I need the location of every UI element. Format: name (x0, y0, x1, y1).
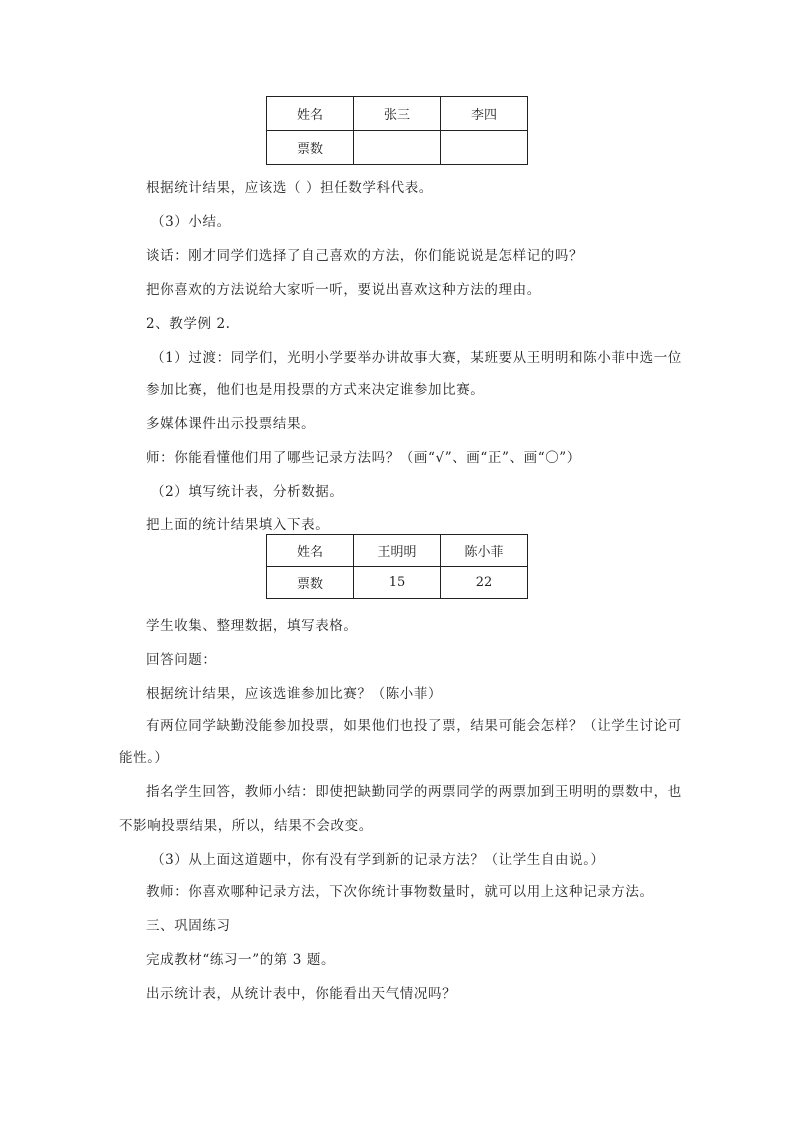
table-cell: 姓名 (267, 97, 354, 131)
table-cell (354, 131, 441, 165)
table-cell: 张三 (354, 97, 441, 131)
paragraph: 有两位同学缺勤没能参加投票，如果他们也投了票，结果可能会怎样？（让学生讨论可 (146, 718, 682, 734)
table-row (267, 97, 528, 131)
paragraph: （2）填写统计表，分析数据。 (151, 484, 344, 500)
paragraph: 根据统计结果，应该选谁参加比赛？（陈小菲） (146, 686, 443, 702)
paragraph: 把你喜欢的方法说给大家听一听，要说出喜欢这种方法的理由。 (146, 282, 541, 298)
table-row (267, 131, 528, 165)
table-cell: 15 (354, 567, 441, 599)
table-cell: 姓名 (267, 535, 354, 567)
table-cell (441, 131, 528, 165)
paragraph: 不影响投票结果，所以，结果不会改变。 (119, 818, 373, 834)
vote-table-2 (266, 534, 528, 599)
paragraph: 把上面的统计结果填入下表。 (146, 517, 330, 533)
table-row (267, 567, 528, 599)
paragraph: 学生收集、整理数据，填写表格。 (146, 618, 358, 634)
vote-table-1 (266, 96, 528, 165)
paragraph: 三、巩固练习 (146, 918, 231, 934)
table-cell: 李四 (441, 97, 528, 131)
paragraph: 多媒体课件出示投票结果。 (146, 416, 316, 432)
paragraph: 能性。） (119, 750, 169, 766)
paragraph: （3）小结。 (151, 214, 231, 230)
table-row (267, 535, 528, 567)
paragraph: 完成教材“练习一”的第 3 题。 (146, 952, 336, 968)
table-cell: 陈小菲 (441, 535, 528, 567)
paragraph: （1）过渡：同学们，光明小学要举办讲故事大赛，某班要从王明明和陈小菲中选一位 (151, 350, 682, 366)
table-cell: 票数 (267, 567, 354, 599)
paragraph: 2、教学例 2. (146, 316, 231, 332)
paragraph: 回答问题： (146, 652, 217, 668)
paragraph: 根据统计结果，应该选（ ）担任数学科代表。 (146, 180, 433, 196)
paragraph: 指名学生回答，教师小结：即使把缺勤同学的两票同学的两票加到王明明的票数中，也 (146, 784, 682, 800)
paragraph: 师：你能看懂他们用了哪些记录方法吗？（画“√”、画“正”、画“〇”） (146, 450, 581, 466)
table-cell: 22 (441, 567, 528, 599)
table-cell: 票数 (267, 131, 354, 165)
paragraph: （3）从上面这道题中，你有没有学到新的记录方法？（让学生自由说。） (151, 852, 605, 868)
paragraph: 教师：你喜欢哪种记录方法，下次你统计事物数量时，就可以用上这种记录方法。 (146, 884, 654, 900)
paragraph: 出示统计表，从统计表中，你能看出天气情况吗？ (146, 986, 457, 1002)
table-cell: 王明明 (354, 535, 441, 567)
paragraph: 谈话：刚才同学们选择了自己喜欢的方法，你们能说说是怎样记的吗？ (146, 248, 584, 264)
paragraph: 参加比赛，他们也是用投票的方式来决定谁参加比赛。 (146, 382, 485, 398)
